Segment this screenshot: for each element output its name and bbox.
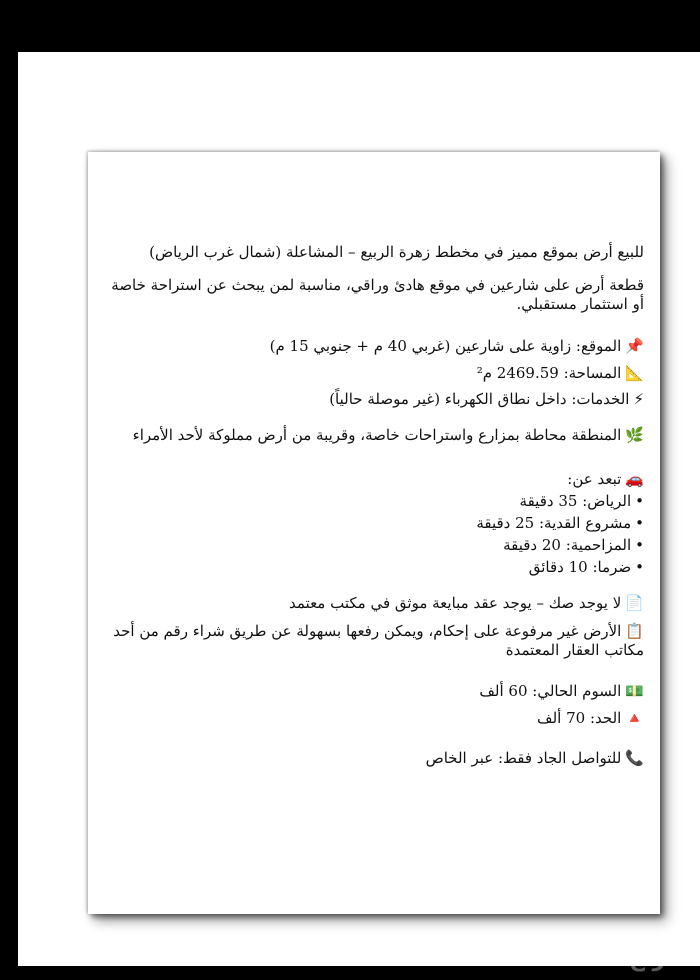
distances-heading	[567, 470, 644, 489]
bullet-icon: •	[635, 536, 644, 554]
limit-text: الحد: 70 ألف	[537, 709, 622, 727]
page-icon: 📄	[625, 594, 644, 612]
clipboard-icon: 📋	[625, 622, 644, 640]
area-line	[477, 364, 644, 383]
distance-text: مشروع القدية: 25 دقيقة	[476, 514, 632, 532]
pushpin-icon: 📌	[625, 337, 644, 355]
bullet-icon: •	[635, 514, 644, 532]
phone-icon: 📞	[625, 749, 644, 767]
contact-line	[426, 749, 644, 768]
surroundings-text: المنطقة محاطة بمزارع واستراحات خاصة، وقريبة من أرض مملوكة لأحد الأمراء	[132, 426, 622, 444]
court-note-text: الأرض غير مرفوعة على إحكام، ويمكن رفعها بسهولة عن طريق شراء رقم من أحد مكاتب العقار المعتمدة	[113, 622, 644, 659]
car-icon: 🚗	[625, 470, 644, 488]
description: قطعة أرض على شارعين في موقع هادئ وراقي، مناسبة لمن يبحث عن استراحة خاصة أو استثمار مستقبلي.	[111, 276, 644, 313]
location-text: الموقع: زاوية على شارعين (غربي 40 م + جنوبي 15 م)	[269, 337, 622, 355]
list-item	[529, 558, 644, 577]
distance-text: المزاحمية: 20 دقيقة	[503, 536, 632, 554]
list-item	[520, 492, 644, 511]
location-line	[270, 337, 644, 356]
distances-heading-text: تبعد عن:	[567, 470, 622, 488]
deed-text: لا يوجد صك – يوجد عقد مبايعة موثق في مكتب معتمد	[289, 594, 622, 612]
triangle-ruler-icon: 📐	[625, 364, 644, 382]
limit-line	[537, 709, 644, 728]
money-icon: 💵	[625, 682, 644, 700]
distance-text: ضرما: 10 دقائق	[528, 558, 632, 576]
current-bid-line	[479, 682, 644, 701]
bullet-icon: •	[635, 558, 644, 576]
list-item	[476, 514, 644, 533]
current-bid-text: السوم الحالي: 60 ألف	[479, 682, 622, 700]
list-item	[503, 536, 644, 555]
bullet-icon: •	[635, 492, 644, 510]
distance-text: الرياض: 35 دقيقة	[519, 492, 632, 510]
headline: للبيع أرض بموقع مميز في مخطط زهرة الربيع – المشاعلة (شمال غرب الرياض)	[149, 243, 644, 261]
area-text: المساحة: 2469.59 م²	[476, 364, 622, 382]
lightning-icon: ⚡	[633, 390, 644, 408]
herb-icon: 🌿	[625, 426, 644, 444]
listing-document	[88, 152, 660, 914]
services-line	[329, 390, 644, 409]
white-canvas	[18, 52, 700, 966]
surroundings-line	[133, 426, 644, 445]
services-text: الخدمات: داخل نطاق الكهرباء (غير موصلة حالياً)	[329, 390, 630, 408]
deed-line	[289, 594, 644, 613]
document-page	[88, 152, 660, 914]
court-note-line	[96, 622, 644, 660]
haraj-watermark: حراج	[629, 947, 682, 972]
red-triangle-icon: 🔺	[625, 709, 644, 727]
contact-text: للتواصل الجاد فقط: عبر الخاص	[425, 749, 622, 767]
